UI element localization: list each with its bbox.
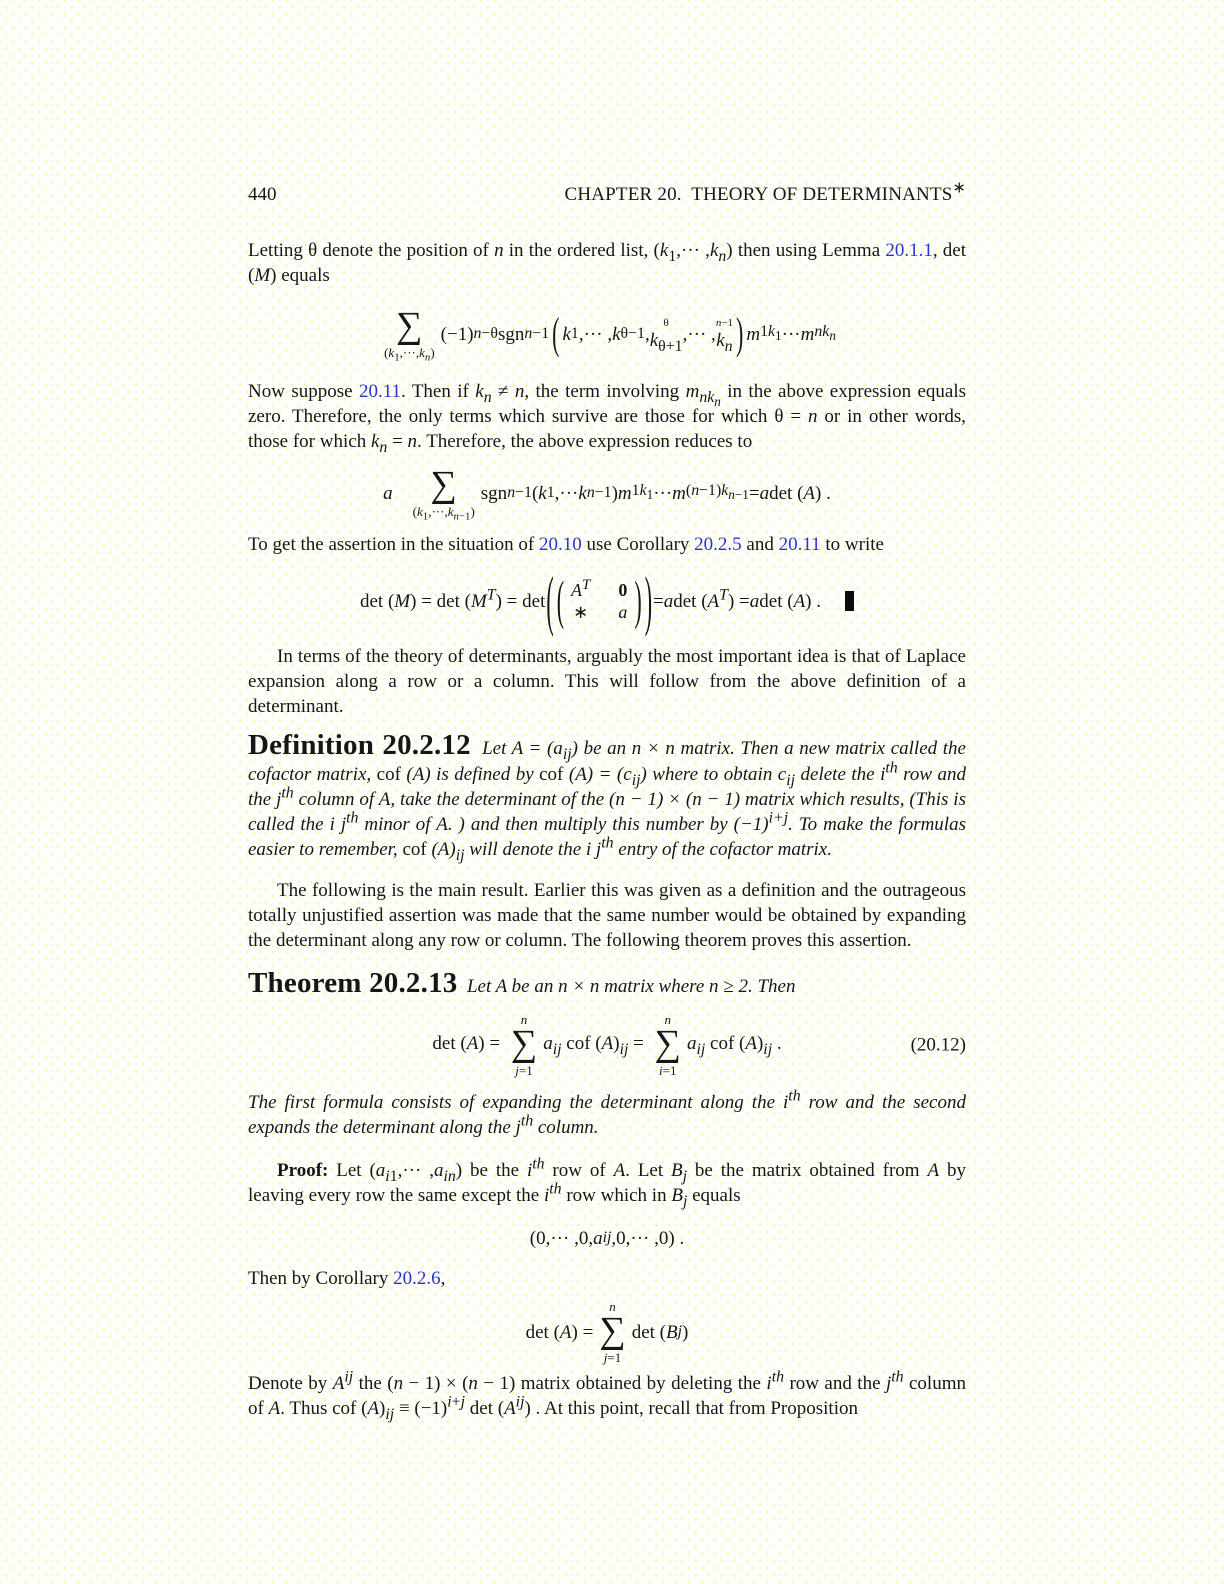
paragraph-now-suppose: Now suppose 20.11. Then if $k_n \ne n$, the term involving $m_{nk_n}$ in the above expression equals zero. Therefore, the only terms which survive are those for which θ = n or in other words, those for which $k_n = n$. Therefore, the above expression reduces to [248, 381, 967, 456]
paragraph-letting-theta: Letting θ denote the position of n in the ordered list, $(k_1,\cdot\cdot\cdot ,k_n)$ then using Lemma 20.1.1, det (M) equals [248, 240, 966, 286]
paragraph-main-result: The following is the main result. Earlier this was given as a definition and the outrageous totally unjustified assertion was made that the same number would be obtained by expanding the determinant along any row or column. The following theorem proves this assertion. [248, 880, 966, 951]
definition-heading: Definition 20.2.12 [248, 729, 471, 761]
paragraph-then-by-corollary: Then by Corollary 20.2.6, [248, 1268, 446, 1289]
page-header [248, 179, 966, 207]
formula-reduced-sum: a ∑ $(k_1,\cdot\cdot\cdot,k_{n-1})$ sgn n−1 ( k 1 ,··· k n−1 ) m $1k_1$ ··· m $(n-1)k_{n-1}$ = a det ( A ) . [383, 464, 831, 523]
equation-20-12 [248, 1012, 966, 1078]
theorem-intro: Let A be an n × n matrix where n ≥ 2. Then [466, 976, 796, 997]
chapter-header: CHAPTER 20. THEORY OF DETERMINANTS∗ [564, 179, 966, 205]
definition-body: Let $A = (a_{ij})$ be an n × n matrix. Then a new matrix called the cofactor matrix, cof (A) is defined by cof $(A) = (c_{ij})$ where to obtain $c_{ij}$ delete the $i^{th}$ row and the $j^{th}$ column of A, take the determinant of the (n − 1) × (n − 1) matrix which results, (This is called the i $j^{th}$ minor of A. ) and then multiply this number by $(-1)^{i+j}$. To make the formulas easier to remember, cof $(A)_{ij}$ will denote the i $j^{th}$ entry of the cofactor matrix. [248, 738, 966, 864]
qed-marker [845, 591, 854, 611]
formula-det-sum-Bj: det ( A ) = n ∑ j=1 det ( B j ) [525, 1299, 689, 1365]
ref-corollary-20.2.6[interactable]: 20.2.6 [393, 1268, 441, 1289]
definition-20-2-12 [248, 729, 966, 862]
formula-row-vector: (0,··· ,0, a ij ,0,··· ,0) . [529, 1227, 685, 1249]
equation-20-12-body: det (A) = n ∑ j=1 $a_{ij}$ cof $(A)_{ij}$ = n ∑ i=1 $a_{ij}$ cof $(A)_{ij}$ . [432, 1012, 782, 1078]
ref-lemma-20.1.1[interactable]: 20.1.1 [885, 240, 933, 261]
ref-20.11b[interactable]: 20.11 [778, 534, 821, 555]
equation-number: (20.12) [910, 1034, 966, 1056]
page-number: 440 [248, 184, 277, 205]
theorem-heading: Theorem 20.2.13 [248, 967, 458, 999]
paragraph-denote-Aij: Denote by $A^{ij}$ the (n − 1) × (n − 1) matrix obtained by deleting the $i^{th}$ row and the $j^{th}$ column of A. Thus cof $(A)_{ij} \equiv (-1)^{i+j}$ $\det (A^{ij})$ . At this point, recall that from Proposition [248, 1368, 966, 1423]
book-page [248, 179, 967, 1423]
theorem-20-2-13 [248, 967, 966, 1000]
paragraph-proof: Proof: Let $(a_{i1},\cdot\cdot\cdot ,a_{in})$ be the $i^{th}$ row of A. Let $B_j$ be the matrix obtained from A by leaving every row the same except the $i^{th}$ row which in $B_j$ equals [248, 1155, 966, 1210]
formula-det-block-matrix: det ( M ) = det ( $M^T$ ) = det ( ( $A^T$ 0 ∗ a ) ) = a det ( $A^T$ ) = a det ( A ) . [248, 566, 966, 636]
formula-signed-sum-expansion: ∑ $(k_1,\cdot\cdot\cdot,k_n)$ (−1) n−θ sgn n−1 ( k 1 ,··· , k θ−1 , θ $k_{\theta+1}$ ,··· , n−1 $k_n$ ) m $1k_1$ ··· m $nk_n$ [384, 305, 836, 364]
paragraph-to-get-assertion: To get the assertion in the situation of 20.10 use Corollary 20.2.5 and 20.11 to write [248, 534, 884, 555]
paragraph-laplace-intro: In terms of the theory of determinants, arguably the most important idea is that of Laplace expansion along a row or a column. This will follow from the above definition of a determinant. [248, 646, 966, 717]
ref-corollary-20.2.5[interactable]: 20.2.5 [694, 534, 742, 555]
ref-20.10[interactable]: 20.10 [539, 534, 582, 555]
theorem-remark: The first formula consists of expanding the determinant along the $i^{th}$ row and the second expands the determinant along the $j^{th}$ column. [248, 1087, 966, 1138]
ref-20.11[interactable]: 20.11 [358, 381, 402, 402]
